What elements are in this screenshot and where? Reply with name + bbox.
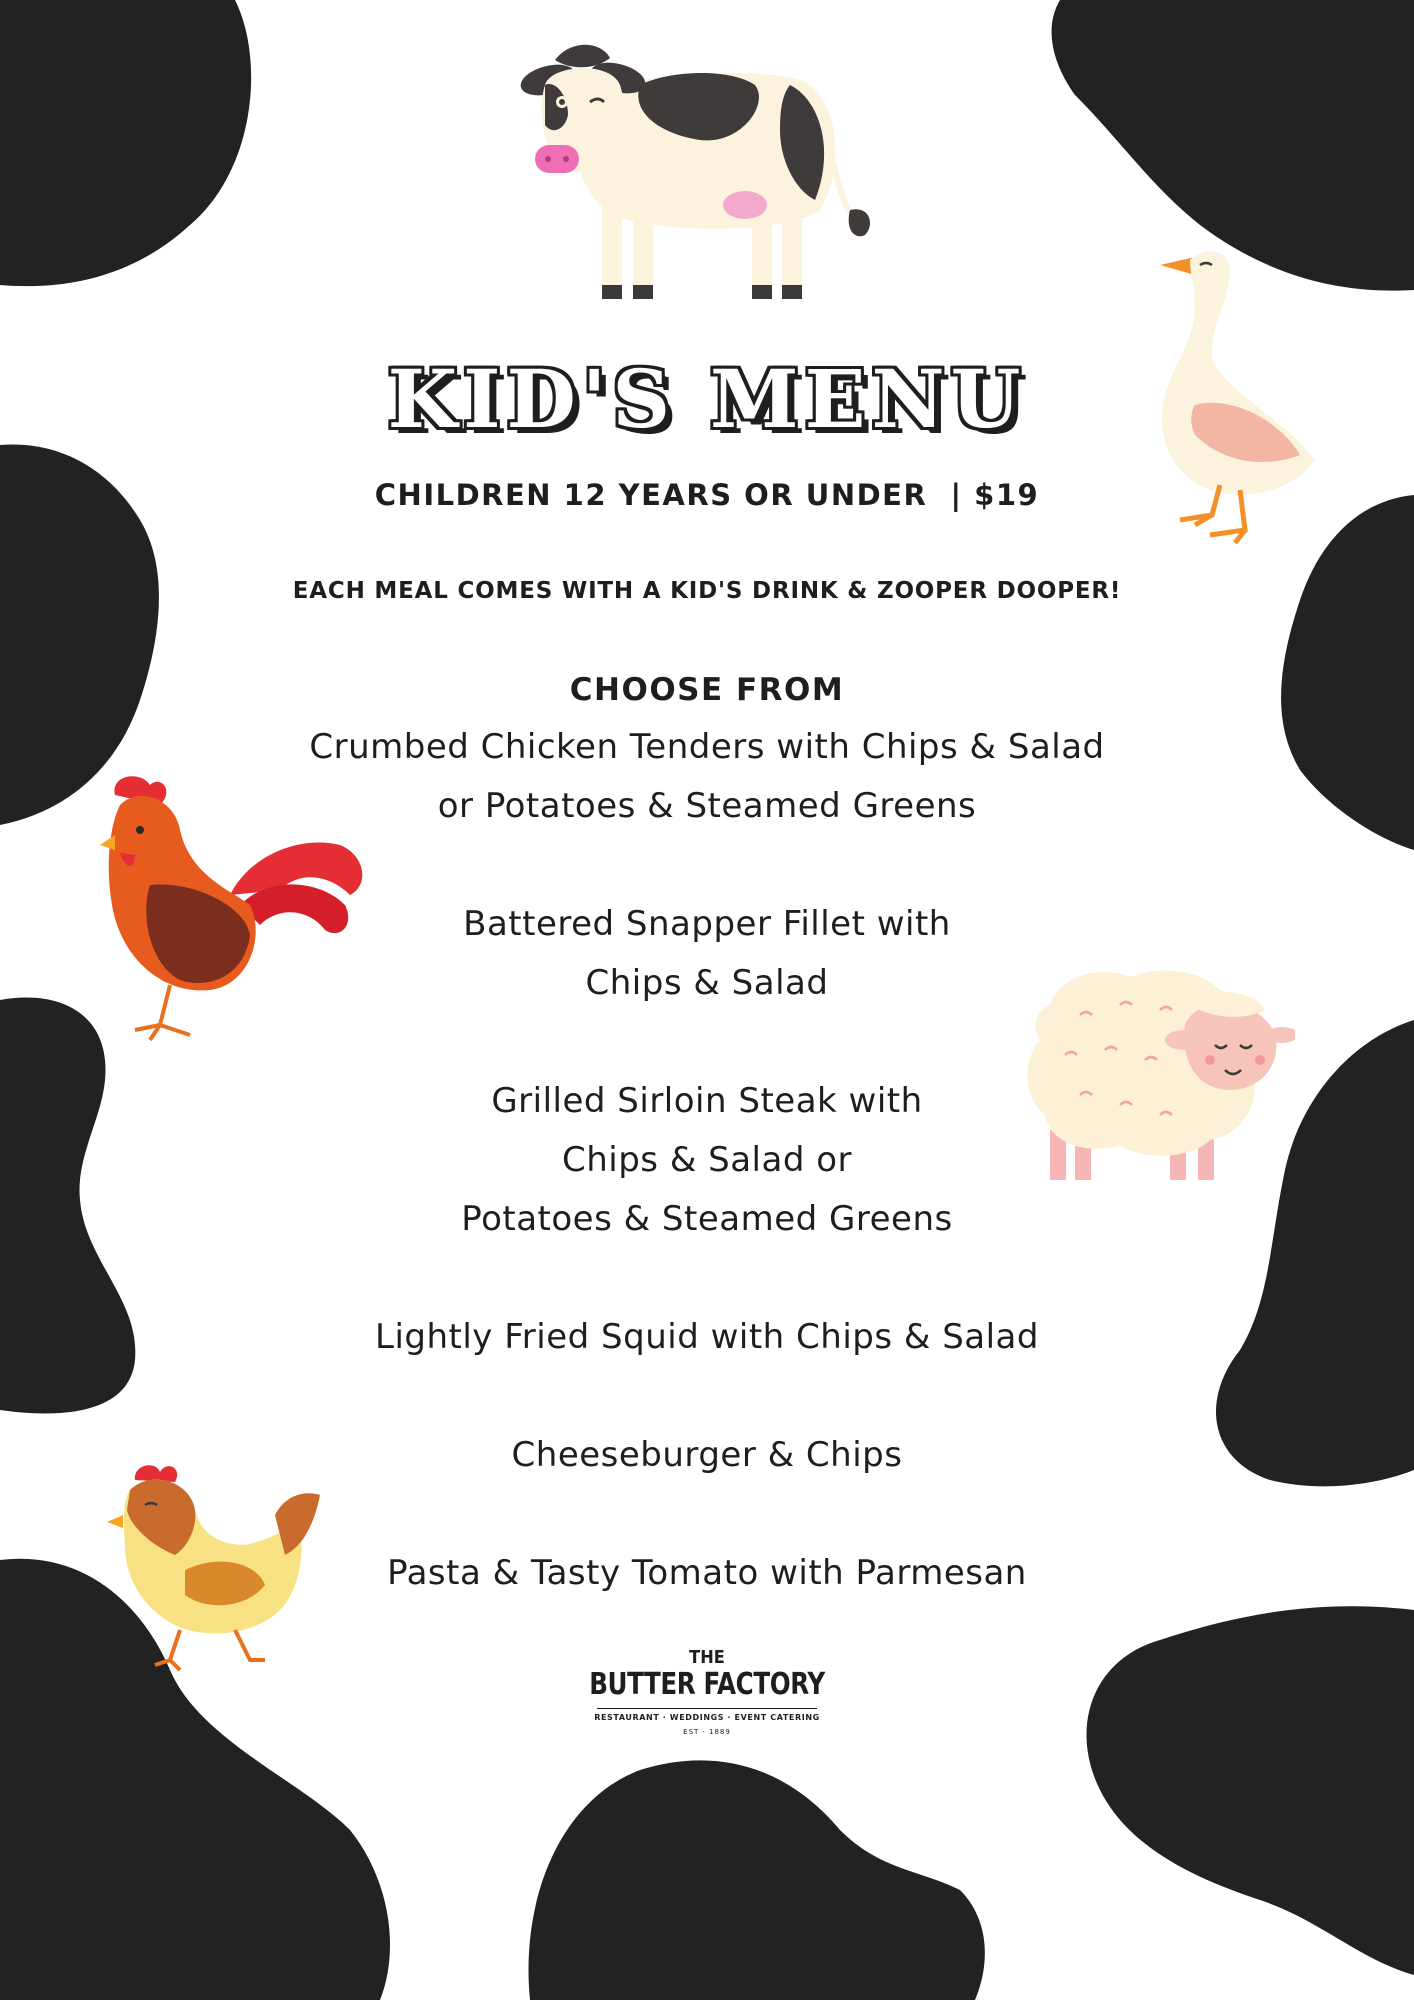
logo-the: THE [689, 1647, 725, 1668]
menu-item-line: Pasta & Tasty Tomato with Parmesan [387, 1553, 1027, 1593]
spot-top-left [0, 0, 251, 286]
spot-bottom-center [528, 1760, 984, 2000]
menu-item-line: Crumbed Chicken Tenders with Chips & Salad [309, 727, 1105, 767]
menu-item-line: Lightly Fried Squid with Chips & Salad [375, 1317, 1039, 1357]
menu-item-chicken-tenders [0, 718, 1414, 836]
menu-title: KID'S MENU [387, 352, 1027, 446]
menu-item-cheeseburger [0, 1426, 1414, 1485]
menu-item-line: Chips & Salad or [561, 1140, 853, 1180]
menu-item-line: or Potatoes & Steamed Greens [437, 786, 977, 826]
logo-name: BUTTER FACTORY [589, 1667, 825, 1702]
menu-subtitle: CHILDREN 12 YEARS OR UNDER | $19 [374, 478, 1040, 512]
menu-note: EACH MEAL COMES WITH A KID'S DRINK & ZOOPER DOOPER! [292, 578, 1122, 604]
menu-item-pasta [0, 1544, 1414, 1603]
logo-divider [597, 1708, 817, 1709]
menu-item-line: Cheeseburger & Chips [511, 1435, 903, 1475]
choose-heading: CHOOSE FROM [569, 672, 845, 708]
butter-factory-logo [0, 1648, 1414, 1736]
logo-tagline: RESTAURANT · WEDDINGS · EVENT CATERING [594, 1713, 820, 1722]
menu-item-squid [0, 1308, 1414, 1367]
menu-item-line: Potatoes & Steamed Greens [461, 1199, 953, 1239]
menu-item-line: Chips & Salad [585, 963, 829, 1003]
menu-item-line: Battered Snapper Fillet with [463, 904, 951, 944]
menu-items [0, 718, 1414, 1662]
menu-item-snapper [0, 895, 1414, 1013]
cow-icon [490, 40, 880, 310]
menu-item-line: Grilled Sirloin Steak with [491, 1081, 923, 1121]
menu-item-steak [0, 1072, 1414, 1249]
logo-established: EST · 1889 [683, 1728, 731, 1736]
